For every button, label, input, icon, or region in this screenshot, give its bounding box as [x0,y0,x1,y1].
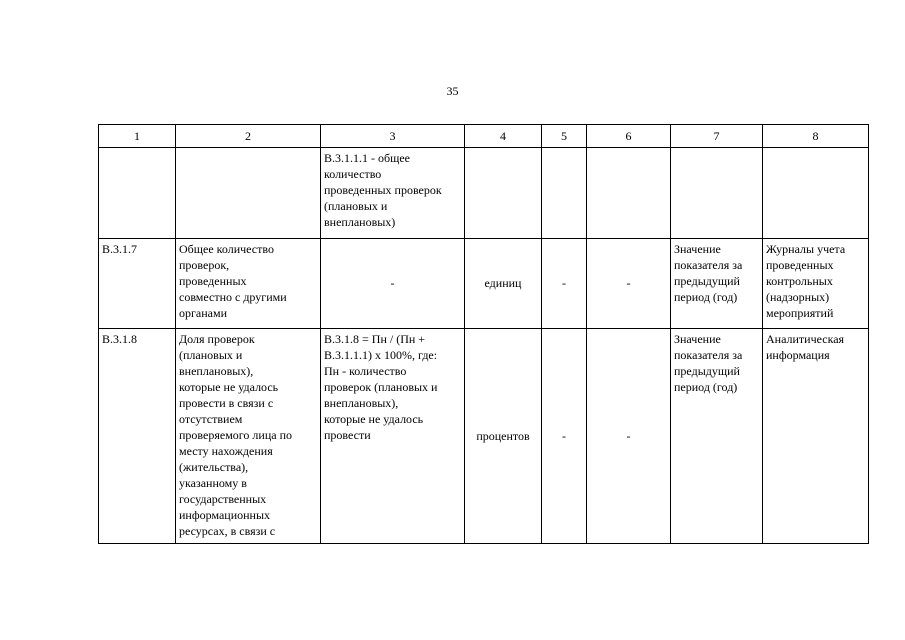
header-cell: 3 [321,125,465,148]
table-row [99,239,869,329]
formula-cell: В.3.1.1.1 - общее количество проведенных проверок (плановых и внеплановых) [321,148,465,239]
column6-cell: - [587,239,671,329]
base-value-cell: Значение показателя за предыдущий период (год) [671,329,763,544]
source-cell [763,148,869,239]
page-number: 35 [446,84,459,98]
header-cell: 2 [176,125,321,148]
column5-cell [542,148,587,239]
unit-cell: единиц [465,239,542,329]
source-cell: Журналы учета проведенных контрольных (надзорных) мероприятий [763,239,869,329]
header-cell: 1 [99,125,176,148]
header-cell: 7 [671,125,763,148]
code-cell: В.3.1.8 [99,329,176,544]
header-cell: 4 [465,125,542,148]
unit-cell: процентов [465,329,542,544]
header-cell: 5 [542,125,587,148]
base-value-cell: Значение показателя за предыдущий период (год) [671,239,763,329]
code-cell [99,148,176,239]
header-cell: 8 [763,125,869,148]
source-cell: Аналитическая информация [763,329,869,544]
column5-cell: - [542,329,587,544]
table-row [99,148,869,239]
formula-cell: - [321,239,465,329]
column6-cell: - [587,329,671,544]
indicator-name-cell [176,148,321,239]
column6-cell [587,148,671,239]
base-value-cell [671,148,763,239]
indicators-table [98,124,869,544]
table-row [99,329,869,544]
column5-cell: - [542,239,587,329]
code-cell: В.3.1.7 [99,239,176,329]
formula-cell: В.3.1.8 = Пн / (Пн + В.3.1.1.1) x 100%, где: Пн - количество проверок (плановых и внеплановых), которые не удалось провести [321,329,465,544]
header-row [99,125,869,148]
indicator-name-cell: Общее количество проверок, проведенных совместно с другими органами [176,239,321,329]
header-cell: 6 [587,125,671,148]
unit-cell [465,148,542,239]
indicator-name-cell: Доля проверок (плановых и внеплановых), которые не удалось провести в связи с отсутствием проверяемого лица по месту нахождения (жительства), указанному в государственных информационных ресурсах, в связи с [176,329,321,544]
